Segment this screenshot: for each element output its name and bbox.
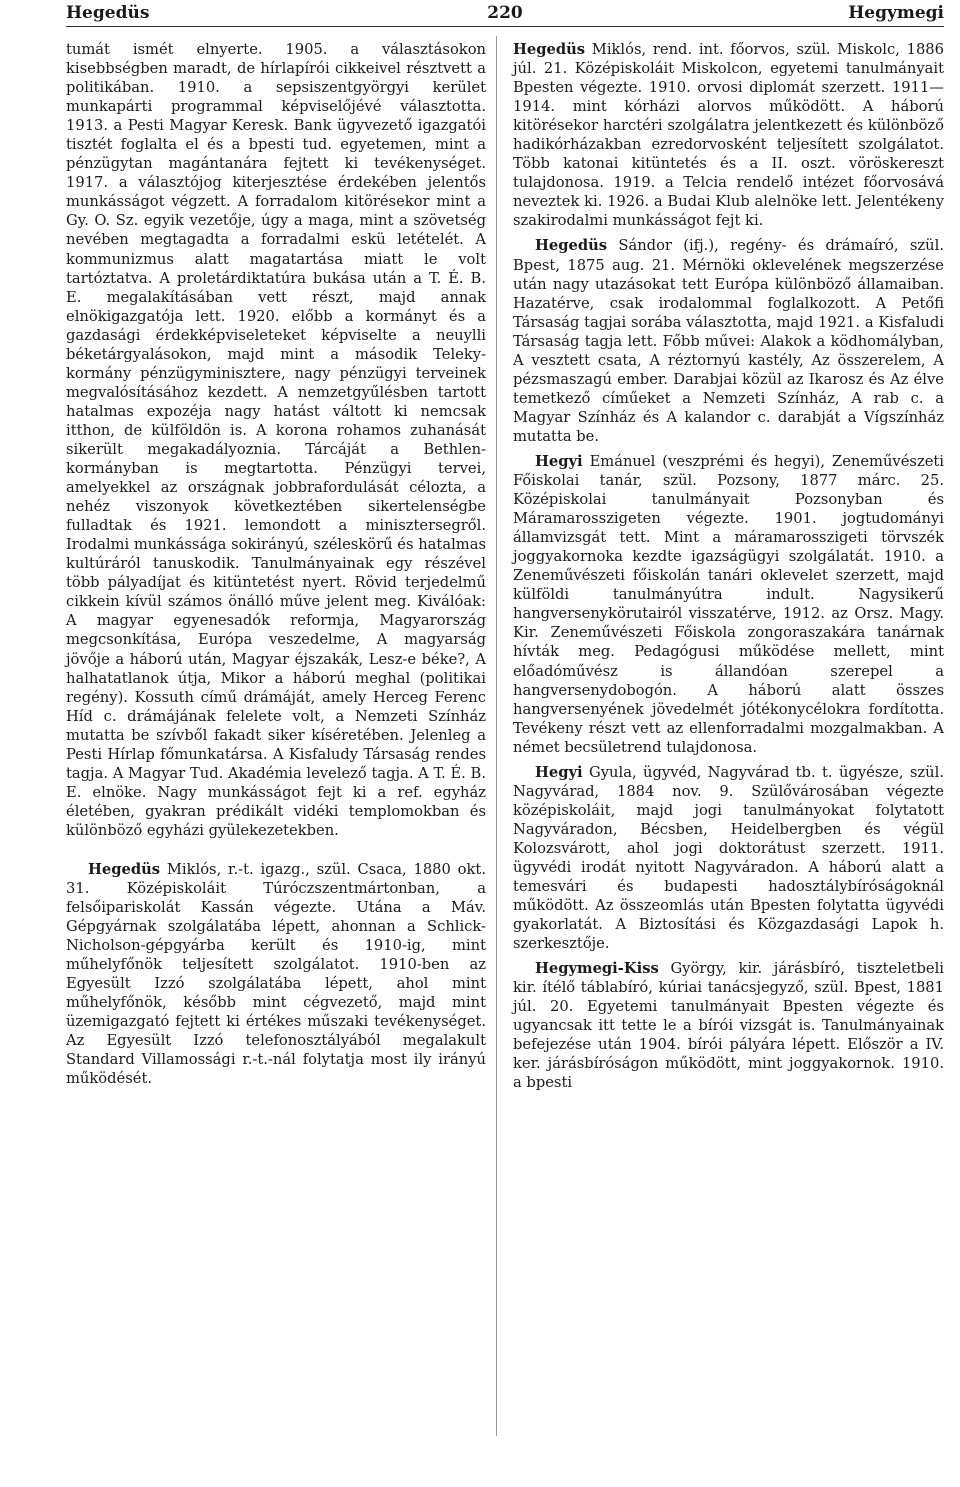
- entry-text: György, kir. járásbíró, tiszteletbeli kir. ítélő táblabíró, kúriai tanácsjegyző, szül. Bpest, 1881 júl. 20. Egyetemi tanulmányait Bpesten végezte és ugyancsak itt tette le a bírói vizsgát is. Tanulmányainak befejezése után 1904. bírói pályára lépett. Először a IV. ker. járásbíróságon működött, mint joggyakornok. 1910. a bpesti: [513, 960, 945, 1092]
- entry-name: Hegymegi-Kiss: [535, 960, 659, 978]
- entry: [513, 40, 944, 230]
- entry-name: Hegedüs: [535, 237, 608, 255]
- entry-text: Gyula, ügyvéd, Nagyvárad tb. t. ügyésze, szül. Nagyvárad, 1884 nov. 9. Szülővárosában végezte középiskoláit, majd jogi tanulmányokat folytatott Nagyváradon, Bécsben, Heidelbergben és végül Kolozsvárott, ahol jogi doktorátust szerzett. 1911. ügyvédi irodát nyitott Nagyváradon. A háború alatt a temesvári és budapesti hadosztálybíróságoknál működött. Az összeomlás után Bpesten folytatta ügyvédi gyakorlatát. A Biztosítási és Közgazdasági Lapok h. szerkesztője.: [513, 763, 944, 953]
- page-header: [66, 2, 944, 24]
- header-left-keyword: Hegedüs: [66, 3, 150, 23]
- entry-text: Miklós, r.-t. igazg., szül. Csaca, 1880 okt. 31. Középiskoláit Túróczszentmártonban, a felsőipariskolát Kassán végezte. Utána a Máv. Gépgyárnak szolgálatába lépett, ahonnan a Schlick-Nicholson-gépgyárba került és 1910-ig, mint műhelyfőnök teljesített szolgálatot. 1910-ben az Egyesült Izzó szolgálatába lépett, ahol mint műhelyfőnök, később mint cégvezető, majd mint üzemigazgató fejtett ki értékes műszaki tevékenységet. Az Egyesült Izzó telefonosztályából megalakult Standard Villamossági r.-t.-nál folytatja most ily irányú működését.: [66, 860, 486, 1088]
- entry-name: Hegyi: [535, 763, 583, 781]
- entry-name: Hegyi: [535, 452, 583, 470]
- page-number: 220: [487, 3, 523, 23]
- entry-text: Miklós, rend. int. főorvos, szül. Miskolc, 1886 júl. 21. Középiskoláit Miskolcon, egyetemi tanulmányait Bpesten végezte. 1910. orvosi diplomát szerzett. 1911—1914. mint kórházi alorvos működött. A háború kitörésekor harctéri szolgálatra jelentkezett és különböző hadikórházakban ezredorvosként teljesített szolgálatot. Több katonai kitüntetés és a II. oszt. vöröskereszt tulajdonosa. 1919. a Telcia rendelő intézet főorvosává neveztek ki. 1926. a Budai Klub alelnöke lett. Jelentékeny szakirodalmi munkásságot fejt ki.: [513, 41, 944, 230]
- right-column: [513, 40, 944, 1093]
- entry: [513, 763, 944, 953]
- header-right-keyword: Hegymegi: [848, 3, 944, 23]
- column-divider: [496, 36, 497, 1436]
- entry: [513, 236, 944, 446]
- entry: [66, 860, 486, 1089]
- left-column: [66, 40, 486, 1089]
- entry: [513, 959, 944, 1092]
- entry-text: Sándor (ifj.), regény- és drámaíró, szül. Bpest, 1875 aug. 21. Mérnöki oklevelének megszerzése után nagy utazásokat tett Európa különböző államaiban. Hazatérve, csak irodalommal foglalkozott. A Petőfi Társaság tagjai sorába választotta, majd 1921. a Kisfaludi Társaság tagja lett. Főbb művei: Alakok a ködhomályban, A vesztett csata, A réztornyú kastély, Az összerelem, A pézsmaszagú ember. Darabjai közül az Ikarosz és Az élve temetkező címűeket a Nemzeti Színház, A rab c. a Magyar Színház és A kalandor c. darabját a Vígszínház mutatta be.: [513, 237, 944, 445]
- continued-entry-text: tumát ismét elnyerte. 1905. a választásokon kisebbségben maradt, de hírlapírói cikkeivel résztvett a politikában. 1910. a sepsiszentgyörgyi kerület munkapárti programmal képviselőjévé választotta. 1913. a Pesti Magyar Keresk. Bank ügyvezető igazgatói tisztét foglalta el és a bpesti tud. egyetemen, mint a pénzügytan magántanára fejtett ki tevékenységet. 1917. a választójog kiterjesztése érdekében jelentős munkásságot végzett. A forradalom kitörésekor mint a Gy. O. Sz. egyik vezetője, úgy a maga, mint a szövetség nevében megtagadta a forradalmi eskü letételét. A kommunizmus alatt magatartása miatt le volt tartóztatva. A proletárdiktatúra bukása után a T. É. B. E. megalakításában vett részt, majd annak elnökigazgatója lett. 1920. előbb a kormányt és a gazdasági érdekképviseleteket képviselte a neuylli béketárgyalásokon, majd mint a második Teleky-kormány pénzügyminisztere, nagy pénzügyi terveinek megvalósításához kezdett. A nemzetgyűlésben tartott hatalmas expozéja nagy hatást váltott ki nemcsak itthon, de külföldön is. A korona rohamos zuhanását sikerült megakadályoznia. Tárcáját a Bethlen-kormányban is megtartotta. Pénzügyi tervei, amelyekkel az országnak jobbrafordulását célozta, a nehéz viszonyok következtében sikertelenségbe fulladtak és 1921. lemondott a minisztersegről. Irodalmi munkássága sokirányú, széleskörű és hatalmas kultúráról tanuskodik. Tanulmányainak egy részével több pályadíjat és kitüntetést nyert. Rövid terjedelmű cikkein kívül számos önálló műve jelent meg. Kiválóak: A magyar egyenesadók reformja, Magyarország megcsonkítása, Európa veszedelme, A magyarság jövője a háború után, Magyar éjszakák, Lesz-e béke?, A halhatatlanok útja, Mikor a háború meghal (politikai regény). Kossuth című drámáját, amely Herceg Ferenc Híd c. drámájának felelete volt, a Nemzeti Színház mutatta be szívből fakadt siker kíséretében. Jelenleg a Pesti Hírlap főmunkatársa. A Kisfaludy Társaság rendes tagja. A Magyar Tud. Akadémia levelező tagja. A T. É. B. E. elnöke. Nagy munkásságot fejt ki a ref. egyház életében, gyakran prédikált vidéki templomokban és különböző egyházi gyülekezetekben.: [66, 41, 486, 839]
- entry: [513, 452, 944, 757]
- entry-name: Hegedüs: [513, 41, 586, 58]
- header-rule: [66, 26, 944, 27]
- entry-text: Emánuel (veszprémi és hegyi), Zeneművészeti Főiskolai tanár, szül. Pozsony, 1877 márc. 25. Középiskolai tanulmányait Pozsonyban és Máramarosszigeten végezte. 1901. jogtudományi államvizsgát tett. Mint a máramarosszigeti törvszék joggyakornoka kezdte igazságügyi szolgálatát. 1910. a Zeneművészeti főiskolán tanári oklevelet szerzett, majd külföldi tanulmányútra indult. Nagysikerű hangversenykörutairól visszatérve, 1912. az Orsz. Magy. Kir. Zeneművészeti Főiskola zongoraszakára tanárnak hívták meg. Pedagógusi működése mellett, mint előadóművész is állandóan szerepel a hangversenydobogón. A háború alatt összes hangversenyének jövedelmét jótékonycélokra fordította. Tevékeny részt vett az ellenforradalmi mozgalmakban. A német becsületrend tulajdonosa.: [513, 452, 944, 756]
- entry-name: Hegedüs: [88, 860, 161, 878]
